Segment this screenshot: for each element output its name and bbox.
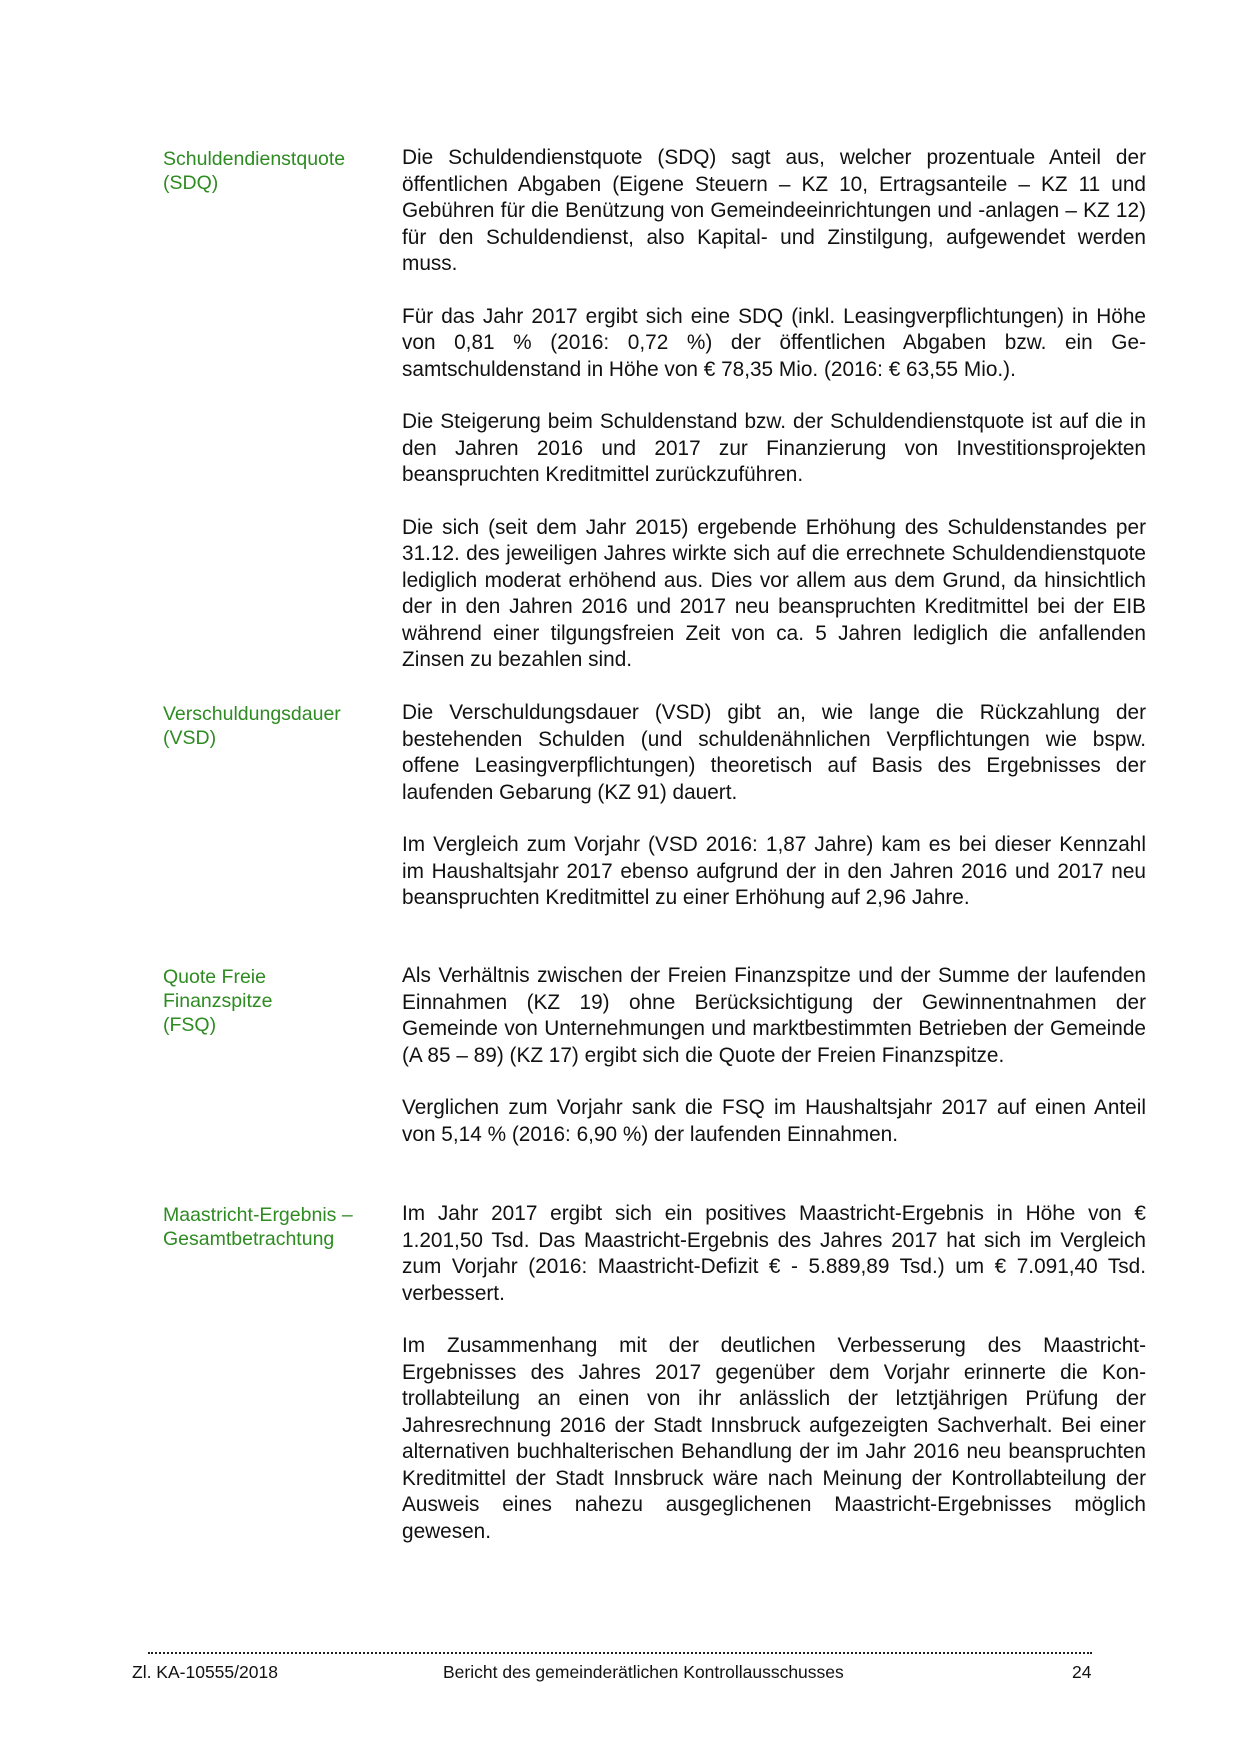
section-body-vsd bbox=[402, 700, 1146, 938]
label-line: (SDQ) bbox=[163, 172, 219, 194]
paragraph: Verglichen zum Vorjahr sank die FSQ im Haushaltsjahr 2017 auf einen Anteil von 5,14 % (2016: 6,90 %) der laufenden Einnahmen. bbox=[402, 1096, 1146, 1146]
label-line: Finanzspitze bbox=[163, 990, 273, 1012]
section-body-maastricht bbox=[402, 1201, 1146, 1571]
section-body-sdq bbox=[402, 145, 1146, 700]
paragraph: Die Verschuldungsdauer (VSD) gibt an, wie lange die Rückzahlung der bestehenden Schulden (und schuldenähnlichen Verpflichtungen wie bspw. offene Leasingverpflichtungen) theoretisch auf Basis des Ergebnisses der laufenden Gebarung (KZ 91) dauert. bbox=[402, 701, 1146, 804]
label-line: Schuldendienstquote bbox=[163, 148, 346, 170]
section-label-vsd bbox=[163, 702, 383, 750]
label-line: Maastricht-Ergebnis – bbox=[163, 1204, 353, 1226]
footer-title: Bericht des gemeinderätlichen Kontrollausschusses bbox=[443, 1662, 844, 1682]
label-line: Quote Freie bbox=[163, 966, 266, 988]
paragraph: Die sich (seit dem Jahr 2015) ergebende Erhöhung des Schuldenstandes per 31.12. des jeweiligen Jahres wirkte sich auf die errechnete Schuldendienstquote lediglich moderat erhöhend aus. Dies vor allem aus dem Grund, da hinsichtlich der in den Jahren 2016 und 2017 neu beanspruchten Kreditmittel bei der EIB während einer tilgungsfreien Zeit von ca. 5 Jahren lediglich die anfallenden Zinsen zu bezahlen sind. bbox=[402, 515, 1146, 671]
section-label-fsq bbox=[163, 965, 383, 1037]
section-label-sdq bbox=[163, 147, 383, 195]
paragraph: Im Vergleich zum Vorjahr (VSD 2016: 1,87 Jahre) kam es bei dieser Kennzahl im Haushaltsjahr 2017 ebenso aufgrund der in den Jahren 2016 und 2017 neu beanspruchten Kreditmittel zu einer Erhöhung auf 2,96 Jahre. bbox=[402, 833, 1146, 909]
label-line: Verschuldungsdauer bbox=[163, 703, 341, 725]
section-body-fsq bbox=[402, 963, 1146, 1174]
paragraph: Im Jahr 2017 ergibt sich ein positives Maastricht-Ergebnis in Höhe von € 1.201,50 Tsd. Das Maastricht-Ergebnis des Jahres 2017 hat sich im Vergleich zum Vorjahr (2016: Maastricht-Defizit € - 5.889,89 Tsd.) um € 7.091,40 Tsd. verbessert. bbox=[402, 1202, 1146, 1305]
paragraph: Als Verhältnis zwischen der Freien Finanzspitze und der Summe der laufenden Einnahmen (KZ 19) ohne Berücksichtigung der Gewinnentnahmen der Gemeinde von Unternehmungen und marktbestimmten Betrieben der Gemeinde (A 85 – 89) (KZ 17) ergibt sich die Quote der Freien Finanzspitze. bbox=[402, 964, 1146, 1067]
footer-divider bbox=[148, 1652, 1092, 1654]
section-label-maastricht bbox=[163, 1203, 383, 1251]
paragraph: Im Zusammenhang mit der deutlichen Verbesserung des Maastricht-Ergebnisses des Jahres 2017 gegenüber dem Vorjahr erinnerte die Kontrollabteilung an einen von ihr anlässlich der letztjährigen Prüfung der Jahresrechnung 2016 der Stadt Innsbruck aufgezeigten Sachverhalt. Bei einer alternativen buchhalterischen Behandlung der im Jahr 2016 neu beanspruchten Kreditmittel der Stadt Innsbruck wäre nach Meinung der Kontrollabteilung der Ausweis eines nahezu ausgeglichenen Maastricht-Ergebnisses möglich gewesen. bbox=[402, 1334, 1146, 1543]
paragraph: Die Schuldendienstquote (SDQ) sagt aus, welcher prozentuale Anteil der öffentlichen Abgaben (Eigene Steuern – KZ 10, Ertragsanteile – KZ 11 und Gebühren für die Benützung von Gemeindeeinrichtungen und -anlagen – KZ 12) für den Schuldendienst, also Kapital- und Zinstilgung, aufgewendet werden muss. bbox=[402, 146, 1146, 275]
label-line: Gesamtbetrachtung bbox=[163, 1228, 335, 1250]
paragraph: Die Steigerung beim Schuldenstand bzw. der Schuldendienstquote ist auf die in den Jahren 2016 und 2017 zur Finanzierung von Investitionsprojekten beanspruchten Kreditmittel zurückzuführen. bbox=[402, 410, 1146, 486]
page-number: 24 bbox=[1072, 1662, 1092, 1682]
label-line: (VSD) bbox=[163, 727, 217, 749]
paragraph: Für das Jahr 2017 ergibt sich eine SDQ (inkl. Leasingverpflichtungen) in Höhe von 0,81 % (2016: 0,72 %) der öffentlichen Abgaben bzw. ein Gesamtschuldenstand in Höhe von € 78,35 Mio. (2016: € 63,55 Mio.). bbox=[402, 304, 1146, 381]
label-line: (FSQ) bbox=[163, 1014, 217, 1036]
footer-reference: Zl. KA-10555/2018 bbox=[132, 1662, 278, 1682]
